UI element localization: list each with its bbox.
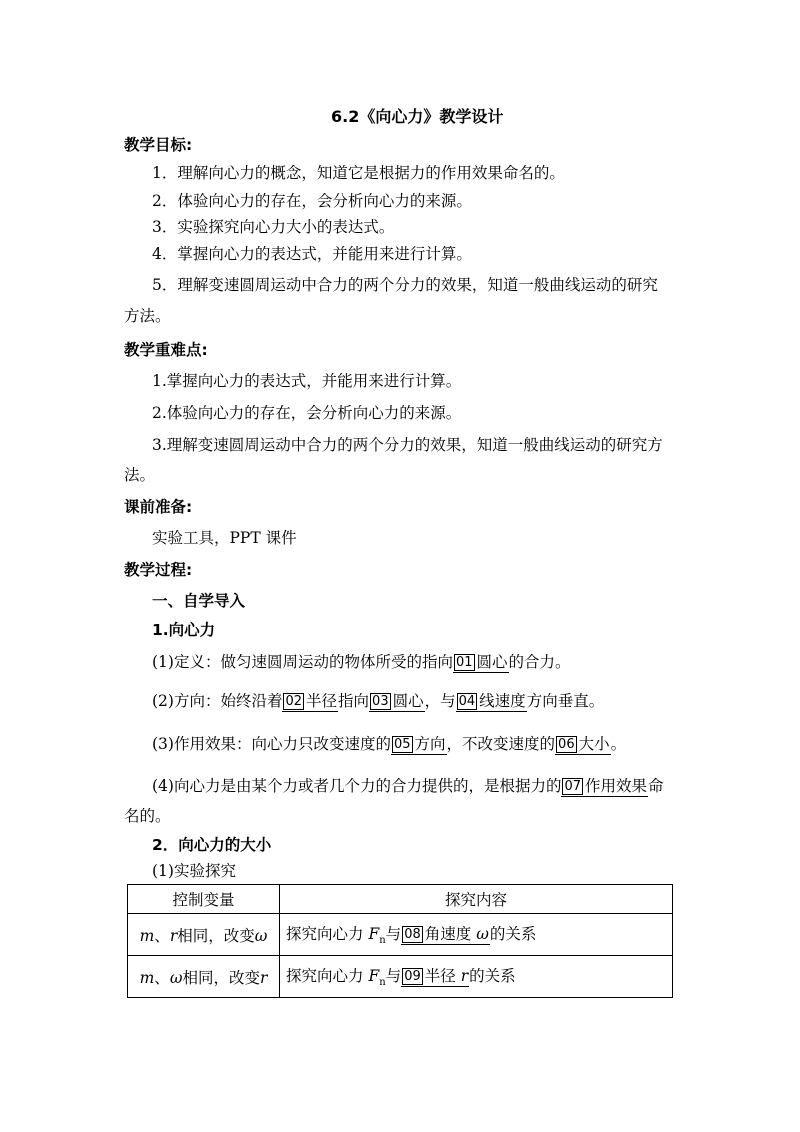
doc-title: 6.2《向心力》教学设计 xyxy=(331,107,504,126)
blank-number-badge: 01 xyxy=(455,655,473,670)
var-r: r xyxy=(460,967,469,986)
cell-text: 探究向心力 xyxy=(286,925,364,944)
var-m: m xyxy=(139,926,155,945)
direction-text: ，与 xyxy=(424,692,456,710)
var-subscript: n xyxy=(379,935,386,947)
var-r: r xyxy=(259,968,268,987)
source-line-continued: 名的。 xyxy=(124,807,171,825)
blank-answer: 线速度 xyxy=(479,692,526,710)
blank-answer: 大小 xyxy=(578,735,610,753)
var-r: r xyxy=(169,926,178,945)
answer-blank-08 xyxy=(401,924,490,945)
subsection-heading: 1.向心力 xyxy=(152,621,216,639)
blank-answer: 角速度 xyxy=(424,925,472,944)
table-header-cell: 控制变量 xyxy=(128,885,280,914)
content-cell xyxy=(280,914,673,956)
blank-answer: 圆心 xyxy=(476,653,508,671)
goal-item: 3．实验探究向心力大小的表达式。 xyxy=(152,218,395,236)
var-F: F xyxy=(368,967,380,986)
control-variable-cell: m、r相同，改变ω xyxy=(128,914,280,956)
var-omega: ω xyxy=(476,925,489,944)
cell-text: 相同，改变 xyxy=(182,968,260,987)
key-point-item: 3.理解变速圆周运动中合力的两个分力的效果，知道一般曲线运动的研究方 xyxy=(152,436,663,454)
table-row xyxy=(128,914,673,956)
answer-blank-07 xyxy=(561,776,648,797)
key-point-item: 2.体验向心力的存在，会分析向心力的来源。 xyxy=(152,404,462,422)
content-cell xyxy=(280,956,673,998)
key-point-item: 1.掌握向心力的表达式，并能用来进行计算。 xyxy=(152,372,462,390)
effect-suffix: 。 xyxy=(610,735,627,753)
blank-answer: 方向 xyxy=(414,735,446,753)
direction-line xyxy=(152,690,604,712)
experiment-table xyxy=(127,884,673,998)
blank-answer: 作用效果 xyxy=(585,777,648,795)
var-m: m xyxy=(139,968,155,987)
cell-text: 与 xyxy=(385,925,402,944)
blank-number-badge: 04 xyxy=(458,694,476,709)
goals-heading: 教学目标: xyxy=(124,136,193,154)
table-header-cell: 探究内容 xyxy=(280,885,673,914)
blank-answer: 圆心 xyxy=(392,692,424,710)
effect-prefix: (3)作用效果：向心力只改变速度的 xyxy=(152,735,391,753)
var-omega: ω xyxy=(254,926,268,945)
blank-number-badge: 03 xyxy=(372,694,389,709)
effect-text: ，不改变速度的 xyxy=(446,735,556,753)
source-suffix: 命 xyxy=(648,777,664,795)
control-variable-cell: m、ω相同，改变r xyxy=(128,956,280,998)
direction-prefix: (2)方向：始终沿着 xyxy=(152,692,283,710)
answer-blank-01 xyxy=(453,652,509,673)
answer-blank-02 xyxy=(282,691,338,712)
goal-item: 1．理解向心力的概念，知道它是根据力的作用效果命名的。 xyxy=(152,164,565,182)
answer-blank-06 xyxy=(555,734,611,755)
table-row xyxy=(128,956,673,998)
cell-text: 相同，改变 xyxy=(177,926,255,945)
blank-answer: 半径 xyxy=(424,967,456,986)
source-prefix: (4)向心力是由某个力或者几个力的合力提供的，是根据力的 xyxy=(152,777,562,795)
answer-blank-05 xyxy=(391,734,447,755)
goal-item-continued: 方法。 xyxy=(124,307,171,325)
goal-item: 5．理解变速圆周运动中合力的两个分力的效果，知道一般曲线运动的研究 xyxy=(152,276,658,294)
subsection-heading: 2．向心力的大小 xyxy=(152,836,272,854)
cell-text: 与 xyxy=(385,967,402,986)
definition-line xyxy=(152,651,571,673)
answer-blank-03 xyxy=(369,691,425,712)
cell-text: 的关系 xyxy=(489,925,537,944)
blank-number-badge: 09 xyxy=(404,969,421,985)
source-line xyxy=(152,775,664,797)
var-F: F xyxy=(368,925,380,944)
direction-text: 指向 xyxy=(338,692,370,710)
goal-item: 4．掌握向心力的表达式，并能用来进行计算。 xyxy=(152,245,472,263)
blank-number-badge: 02 xyxy=(285,694,303,709)
prep-heading: 课前准备: xyxy=(124,498,193,516)
process-heading: 教学过程: xyxy=(124,561,193,579)
effect-line xyxy=(152,733,626,755)
experiment-label: (1)实验探究 xyxy=(152,862,236,880)
table-header-row xyxy=(128,885,673,914)
answer-blank-04 xyxy=(456,691,527,712)
var-omega: ω xyxy=(169,968,183,987)
section-heading: 一、自学导入 xyxy=(152,592,246,610)
prep-text: 实验工具，PPT 课件 xyxy=(152,529,297,547)
definition-suffix: 的合力。 xyxy=(508,653,571,671)
blank-answer: 半径 xyxy=(306,692,338,710)
key-point-item-continued: 法。 xyxy=(124,466,156,484)
direction-suffix: 方向垂直。 xyxy=(526,692,605,710)
key-points-heading: 教学重难点: xyxy=(124,341,208,359)
cell-text: 的关系 xyxy=(469,967,516,986)
goal-item: 2．体验向心力的存在，会分析向心力的来源。 xyxy=(152,192,472,210)
definition-prefix: (1)定义：做匀速圆周运动的物体所受的指向 xyxy=(152,653,453,671)
blank-number-badge: 05 xyxy=(393,737,411,752)
blank-number-badge: 08 xyxy=(404,927,421,943)
blank-number-badge: 07 xyxy=(564,779,582,794)
answer-blank-09 xyxy=(401,966,469,987)
cell-text: 探究向心力 xyxy=(286,967,364,986)
blank-number-badge: 06 xyxy=(558,737,575,752)
var-subscript: n xyxy=(379,977,386,989)
